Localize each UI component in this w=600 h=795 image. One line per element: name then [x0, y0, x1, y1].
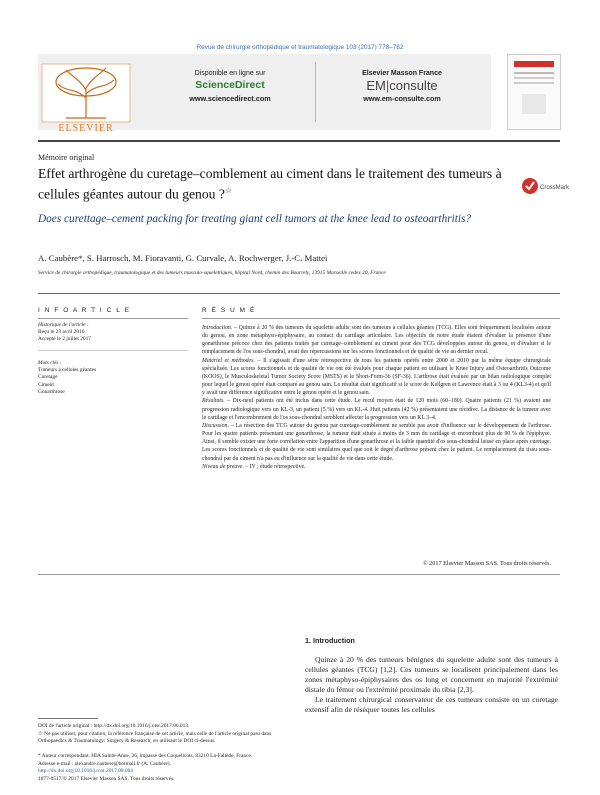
em-consulte-logo: EM|consulte [366, 78, 438, 93]
abstract-label: Niveau de preuve. [202, 463, 244, 470]
keywords-label: Mots clés : [38, 360, 62, 366]
crossmark-icon[interactable] [521, 176, 570, 196]
abstract-body [202, 324, 551, 471]
publisher-country-label: Elsevier Masson France [362, 70, 442, 77]
cover-image [522, 94, 546, 114]
keyword-item: Curetage [38, 374, 58, 381]
article-type: Mémoire original [38, 153, 95, 162]
abstract-introduction [202, 324, 551, 357]
cover-line [514, 77, 554, 79]
intro-paragraph: Le traitement chirurgical conservateur de ces tumeurs consiste en un curetage extensif afin de réséquer toutes les cellules [305, 695, 558, 714]
affiliation: Service de chirurgie orthopédique, traumatologique et des tumeurs musculo-squelettiques, hôpital Nord, chemin des Bourrely, 13915 Marseille cedex 20, France [38, 270, 386, 276]
info-rule [38, 350, 188, 351]
journal-cover-thumbnail [507, 54, 561, 130]
abstract-text: – Dix-neuf patients ont été inclus dans cette étude. Le recul moyen était de 120 mois (60–180). Quatre patients (21 %) avaient une progression radiologique vers un KL-3, un patient (5 %) vers un KL-4. Huit patients (42 %) présentaient une récidive. La distance de la tumeur avec le cartilage et l'encombrement de l'os sous-chondral semblent affecter la progression vers un KL 3–4. [202, 398, 551, 421]
info-rule [38, 318, 188, 319]
abstract-text: – La résection des TCG autour du genou par curetage-comblement ne semble pas avoir d'influence sur le développement de l'arthrose. Pour les quatre patients présentant une gonarthrose, la tumeur était située à moins de 3 mm du cartilage et encombrait plus de 90 % de l'épiphyse. Ainsi, il semble exister une forte corrélation entre l'apparition d'une gonarthrose et la faible quantité d'os sous-chondral laissé en place après curetage. Les scores fonctionnels et de qualité de vie sont similaires quel que soit le degré d'arthrose présent chez le patient. Le remplacement du tissu sous-chondral par du ciment n'a pas eu d'influence sur la qualité de vie dans cette étude. [202, 422, 551, 462]
elsevier-wordmark: ELSEVIER [58, 123, 114, 134]
journal-reference[interactable]: Revue de chirurgie orthopédique et traumatologique 103 (2017) 778–782 [196, 44, 404, 51]
introduction-body [305, 655, 558, 715]
intro-paragraph: Quinze à 20 % des tumeurs bénignes du squelette adulte sont des tumeurs à cellules géantes (TCG) [1,2]. Ces tumeurs se localisent principalement dans les zones métaphyso-épiphysaires des os long et concernent en majorité l'extrémité distale du fémur ou l'extrémité proximale du tibia [2,3]. [305, 655, 558, 694]
sciencedirect-url[interactable]: www.sciencedirect.com [189, 94, 271, 103]
em-consulte-block [322, 70, 482, 103]
article-doi-link[interactable]: http://dx.doi.org/10.1016/j.rcot.2017.08.004 [38, 768, 133, 774]
em-consulte-logo-part-a: EM [366, 78, 386, 93]
title-footnote-mark[interactable]: ☆ [224, 186, 233, 195]
abstract-discussion [202, 422, 551, 463]
footnote-corresponding: * Auteur correspondant. HIA Sainte-Anne, 26, impasse des Coquelicots, 83210 La-Fallède, France. [38, 753, 253, 759]
author-list: A. Caubère*, S. Harrosch, M. Fioravanti, G. Curvale, A. Rochwerger, J.-C. Mattei [38, 253, 328, 263]
affiliation-rule [38, 293, 560, 294]
abstract-methods [202, 357, 551, 398]
cover-line [514, 82, 554, 84]
keywords-block [38, 360, 188, 396]
abstract-text: – Il s'agissait d'une série rétrospective de tous les patients opérés entre 2000 et 2010 par la même équipe chirurgicale spécialisée. Les scores fonctionnels et de qualité de vie ont été évalués pour chaque patient en utilisant le Knee Injury and Osteoarthritis Outcome (KOOS), le Musculoskeletal Tumor Society Score (MSTS) et le Short-Form-36 (SF-36). L'arthrose était évaluée par un bilan radiologique complet pour lequel le genou opéré était comparé au genou sain. Le résultat était significatif si le score de Kellgren et Lawrence était à 3 ou 4 (KL3-4) et qu'il y avait une différence significative entre le genou opéré et le genou sain. [202, 357, 551, 397]
em-consulte-url[interactable]: www.em-consulte.com [363, 94, 441, 103]
abstract-label: Résultats. [202, 398, 225, 405]
article-history [38, 322, 188, 344]
keyword-item: Tumeurs à cellules géantes [38, 367, 97, 374]
history-label: Historique de l'article : [38, 322, 89, 328]
introduction-heading: 1. Introduction [305, 636, 355, 645]
sciencedirect-name: ScienceDirect [195, 79, 265, 91]
keyword-item: Ciment [38, 381, 54, 388]
crossmark-label: CrossMark [540, 185, 570, 191]
accepted-date: Accepté le 2 juillet 2017 [38, 336, 91, 343]
abstract-text: – IV ; étude rétrospective. [243, 463, 306, 470]
abstract-heading: R É S U M É [202, 307, 256, 314]
issn-copyright: 1877-0517/© 2017 Elsevier Masson SAS. Tous droits réservés. [38, 775, 175, 782]
header-rule [38, 140, 560, 142]
footnote-email[interactable]: Adresse e-mail : alexandre.caubere@hotmail.fr (A. Caubère). [38, 761, 171, 767]
abstract-rule [202, 318, 560, 319]
sciencedirect-block [150, 70, 310, 103]
article-info-heading: I N F O A R T I C L E [38, 307, 131, 314]
page-footer [38, 768, 174, 783]
available-online-label: Disponible en ligne sur [194, 70, 266, 77]
banner-divider [315, 62, 316, 122]
footnote-doi[interactable]: DOI de l'article original : http://dx.doi.org/10.1016/j.otsr.2017.06.013. [38, 723, 190, 729]
abstract-label: Matériel et méthodes. [202, 357, 255, 364]
abstract-label: Introduction. [202, 325, 233, 331]
cover-header-bar [514, 61, 554, 67]
abstract-level [202, 463, 551, 471]
abstract-label: Discussion. [202, 422, 229, 429]
footnote-rule [38, 718, 98, 719]
article-title-fr [38, 165, 508, 203]
keyword-item: Gonarthrose [38, 388, 65, 395]
footnote-citation: ☆ Ne pas utiliser, pour citation, la référence française de cet article, mais celle de l'article original paru dans Orthopaedics & Traumatology: Surgery & Research, en utilisant le DOI ci-dessus. [38, 731, 272, 745]
abstract-copyright: © 2017 Elsevier Masson SAS. Tous droits réservés. [422, 560, 551, 567]
abstract-text: – Quinze à 20 % des tumeurs du squelette adulte sont des tumeurs à cellules géantes (TCG). Elles sont fréquemment localisées autour du genou, en zone métaphyso-épiphysaire, au contact du cartilage articulaire. Les objectifs de notre étude étaient d'évaluer la présence d'une gonarthrose précoce chez des patients traités par curetage–comblement au ciment pour des TCG développées autour du genou, et d'évaluer si le remplacement de l'os sous-chondral, avait des répercussions sur les scores fonctionnels et de qualité de vie au dernier recul. [202, 325, 551, 356]
cover-line [514, 72, 554, 74]
abstract-results [202, 397, 551, 421]
received-date: Reçu le 23 avril 2016 [38, 329, 85, 336]
abstract-end-rule [38, 574, 560, 575]
article-title-en: Does curettage–cement packing for treating giant cell tumors at the knee lead to osteoarthritis? [38, 213, 472, 225]
article-title-text: Effet arthrogène du curetage–comblement au ciment dans le traitement des tumeurs à cellules géantes autour du genou ? [38, 166, 502, 202]
em-consulte-logo-part-b: consulte [389, 78, 438, 93]
